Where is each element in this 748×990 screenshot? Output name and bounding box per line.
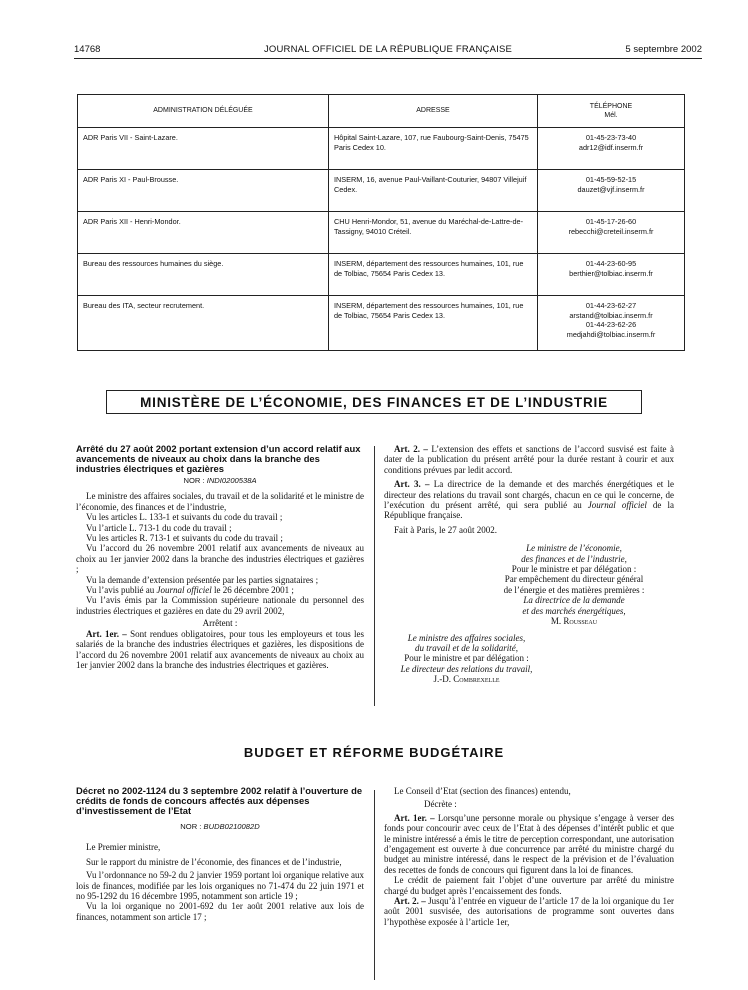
signature-line: Par empêchement du directeur général <box>504 574 644 585</box>
phone-cell <box>538 128 685 170</box>
journal-title: JOURNAL OFFICIEL DE LA RÉPUBLIQUE FRANÇAISE <box>263 44 513 55</box>
arrete-vu-item: Vu les articles L. 133-1 et suivants du code du travail ; <box>86 512 283 523</box>
email-address: berthier@tolbiac.inserm.fr <box>569 268 653 278</box>
article-text: Jusqu’à l’entrée en vigueur de l’article 17 de la loi organique du 1er août 2001 susvisée, des autorisations de programme sont ouvertes dans l’hypothèse exposée à l’article 1er, <box>384 896 674 927</box>
email-address: adr12@idf.inserm.fr <box>578 142 644 152</box>
email-address: rebecchi@creteil.inserm.fr <box>568 226 654 236</box>
address-cell: Hôpital Saint-Lazare, 107, rue Faubourg-Saint-Denis, 75475 Paris Cedex 10. <box>329 128 538 170</box>
decret-left-column <box>76 786 364 922</box>
admin-cell: ADR Paris XII - Henri-Mondor. <box>78 212 329 254</box>
signature-line: des finances et de l’industrie, <box>521 553 627 564</box>
arrete-title: Arrêté du 27 août 2002 portant extension d’un accord relatif aux avancements de niveaux au choix dans la branche des industries électriques et gazières <box>76 443 361 474</box>
table-row <box>78 254 685 296</box>
article-text: Sont rendues obligatoires, pour tous les employeurs et tous les salariés de la branche des industries électriques et gazières, les dispositions de l’accord du 26 novembre 2001 relatif aux avancements de niveaux au choix au 1er janvier 2002 dans la branche des industries électriques et gazières. <box>76 628 365 670</box>
article-text: Lorsqu’une personne morale ou physique s’engage à verser des fonds pour concourir avec ceux de l’Etat à des dépenses d’intérêt public et que le ministre intéressé a émis le titre de perception correspondant, une autorisation d’engagement est ouverte à due concurrence par arrêté du ministre chargé du budget au ministre intéressé, dans le respect de la prévision et de l’évaluation des recettes de fonds de concours qui figurent dans la loi de finances. <box>384 812 674 875</box>
article-text: L’extension des effets et sanctions de l’accord susvisé est faite à dater de la publication du présent arrêté pour la durée restant à courir et aux conditions prévues par ledit accord. <box>384 444 674 475</box>
phone-number-secondary: 01-44-23-62-26 <box>585 320 637 329</box>
page-header <box>74 42 702 59</box>
arrete-vu-jo <box>76 585 364 595</box>
signature-line: du travail et de la solidarité, <box>415 642 518 653</box>
journal-officiel-italic: Journal officiel <box>587 500 647 511</box>
article-label: Art. 2. – <box>394 896 426 907</box>
phone-cell <box>538 170 685 212</box>
email-address: arstand@tolbiac.inserm.fr <box>569 310 653 320</box>
address-cell: CHU Henri-Mondor, 51, avenue du Maréchal-de-Lattre-de-Tassigny, 94010 Créteil. <box>329 212 538 254</box>
email-address: dauzet@vjf.inserm.fr <box>577 184 645 194</box>
arrete-vu-item: Vu les articles R. 713-1 et suivants du code du travail ; <box>86 533 283 544</box>
nor-code: INDI0200538A <box>206 476 257 485</box>
column-header-admin: ADMINISTRATION DÉLÉGUÉE <box>78 95 329 128</box>
decret-decrete: Décrète : <box>424 799 457 810</box>
admin-cell: Bureau des ITA, secteur recrutement. <box>78 296 329 351</box>
table-header-row <box>78 95 685 128</box>
arrete-vu-item: Vu l’accord du 26 novembre 2001 relatif aux avancements de niveaux au choix au 1er janvier 2002 dans la branche des industries électriques et gazières ; <box>76 543 364 575</box>
arrete-article-3 <box>384 479 674 521</box>
issue-date: 5 septembre 2002 <box>625 44 702 55</box>
ministry-banner: MINISTÈRE DE L’ÉCONOMIE, DES FINANCES ET DE L’INDUSTRIE <box>106 390 642 414</box>
column-header-phone <box>538 95 685 128</box>
article-label: Art. 2. – <box>394 444 428 454</box>
signatory-name: J.-D. Combrexelle <box>433 674 500 685</box>
column-header-address: ADRESSE <box>329 95 538 128</box>
phone-number: 01-45-17-26-60 <box>585 217 637 226</box>
arrete-arretent: Arrêtent : <box>202 618 238 629</box>
decret-premier-ministre: Le Premier ministre, <box>86 842 161 853</box>
signature-block-economy <box>474 543 674 626</box>
signature-line: de l’énergie et des matières premières : <box>503 584 645 595</box>
arrete-vu-item: Vu l’article L. 713-1 du code du travail ; <box>86 522 232 533</box>
phone-cell <box>538 212 685 254</box>
article-text: de la République française. <box>384 500 674 521</box>
phone-number: 01-45-23-73-40 <box>585 133 637 142</box>
address-cell: INSERM, département des ressources humaines, 101, rue de Tolbiac, 75654 Paris Cedex 13. <box>329 254 538 296</box>
email-address-secondary: medjahdi@tolbiac.inserm.fr <box>566 329 656 339</box>
signature-block-social-affairs <box>384 633 549 685</box>
text-span: Vu l’avis publié au <box>86 585 157 596</box>
arrete-vu-item: Vu la demande d’extension présentée par les parties signataires ; <box>86 574 319 585</box>
article-label: Art. 1er. – <box>86 628 127 639</box>
arrete-article-2 <box>384 444 674 475</box>
decret-nor <box>76 822 364 832</box>
table-row <box>78 212 685 254</box>
decret-vu-loi-organique: Vu la loi organique no 2001-692 du 1er août 2001 relative aux lois de finances, notamment son article 17 ; <box>76 901 364 922</box>
decret-right-column <box>384 786 674 927</box>
decret-title: Décret no 2002-1124 du 3 septembre 2002 relatif à l’ouverture de crédits de fonds de concours affectés aux dépenses d’investissement de l’Etat <box>76 785 363 816</box>
arrete-intro: Le ministre des affaires sociales, du travail et de la solidarité et le ministre de l’économie, des finances et de l’industrie, <box>76 491 364 512</box>
signature-line: Pour le ministre et par délégation : <box>404 653 529 664</box>
delegated-administrations-table <box>77 94 685 351</box>
phone-cell <box>538 296 685 351</box>
signature-line: Le ministre de l’économie, <box>526 543 622 554</box>
table-row <box>78 170 685 212</box>
arrete-left-column <box>76 444 364 670</box>
article-text: La directrice de la demande et des marchés énergétiques et le directeur des relations du travail sont chargés, chacun en ce qui le concerne, de l’exécution du présent arrêté, qui sera publié au <box>384 479 675 511</box>
text-span: le 26 décembre 2001 ; <box>211 585 294 596</box>
address-cell: INSERM, 16, avenue Paul-Vaillant-Couturier, 94807 Villejuif Cedex. <box>329 170 538 212</box>
arrete-fait: Fait à Paris, le 27 août 2002. <box>394 524 497 535</box>
arrete-right-column <box>384 444 674 685</box>
phone-number: 01-44-23-60-95 <box>585 259 637 268</box>
admin-cell: Bureau des ressources humaines du siège. <box>78 254 329 296</box>
nor-label: NOR : <box>183 476 205 485</box>
mail-header-label: Mél. <box>604 112 618 119</box>
phone-number: 01-45-59-52-15 <box>585 175 637 184</box>
signature-line: Le ministre des affaires sociales, <box>407 632 526 643</box>
nor-code: BUDB0210082D <box>203 822 260 831</box>
phone-number: 01-44-23-62-27 <box>585 301 637 310</box>
article-label: Art. 1er. – <box>394 812 435 823</box>
signature-line: Le directeur des relations du travail, <box>400 663 533 674</box>
arrete-vu-last: Vu l’avis émis par la Commission supérieure nationale du personnel des industries électriques et gazières en date du 29 avril 2002, <box>76 595 364 616</box>
admin-cell: ADR Paris VII - Saint-Lazare. <box>78 128 329 170</box>
column-divider <box>374 790 375 980</box>
journal-officiel-italic: Journal officiel <box>156 585 212 596</box>
table-row <box>78 296 685 351</box>
decret-article-1 <box>384 813 674 875</box>
signatory-name: M. Rousseau <box>550 616 598 627</box>
decret-credit-paiement: Le crédit de paiement fait l’objet d’une ouverture par arrêté du ministre chargé du budget après l’encaissement des fonds. <box>384 875 674 896</box>
budget-section-heading: BUDGET ET RÉFORME BUDGÉTAIRE <box>243 745 505 760</box>
admin-cell: ADR Paris XI - Paul-Brousse. <box>78 170 329 212</box>
decret-conseil-etat: Le Conseil d’Etat (section des finances) entendu, <box>394 786 571 796</box>
signature-line: La directrice de la demande <box>523 595 625 606</box>
page-number: 14768 <box>74 44 101 55</box>
article-label: Art. 3. – <box>394 479 430 490</box>
decret-article-2 <box>384 896 674 927</box>
nor-label: NOR : <box>180 822 202 831</box>
arrete-nor <box>76 476 364 486</box>
column-divider <box>374 446 375 706</box>
phone-cell <box>538 254 685 296</box>
table-row <box>78 128 685 170</box>
decret-vu-ordonnance: Vu l’ordonnance no 59-2 du 2 janvier 1959 portant loi organique relative aux lois de finances, modifiée par les lois organiques no 71-474 du 22 juin 1971 et no 95-1292 du 16 décembre 1995, notamment son article 19 ; <box>76 870 364 902</box>
address-cell: INSERM, département des ressources humaines, 101, rue de Tolbiac, 75654 Paris Cedex 13. <box>329 296 538 351</box>
arrete-article-1 <box>76 629 364 671</box>
decret-rapport: Sur le rapport du ministre de l’économie, des finances et de l’industrie, <box>86 856 342 867</box>
signature-line: et des marchés énergétiques, <box>522 605 626 616</box>
phone-header-label: TÉLÉPHONE <box>589 102 633 110</box>
signature-line: Pour le ministre et par délégation : <box>511 564 637 575</box>
